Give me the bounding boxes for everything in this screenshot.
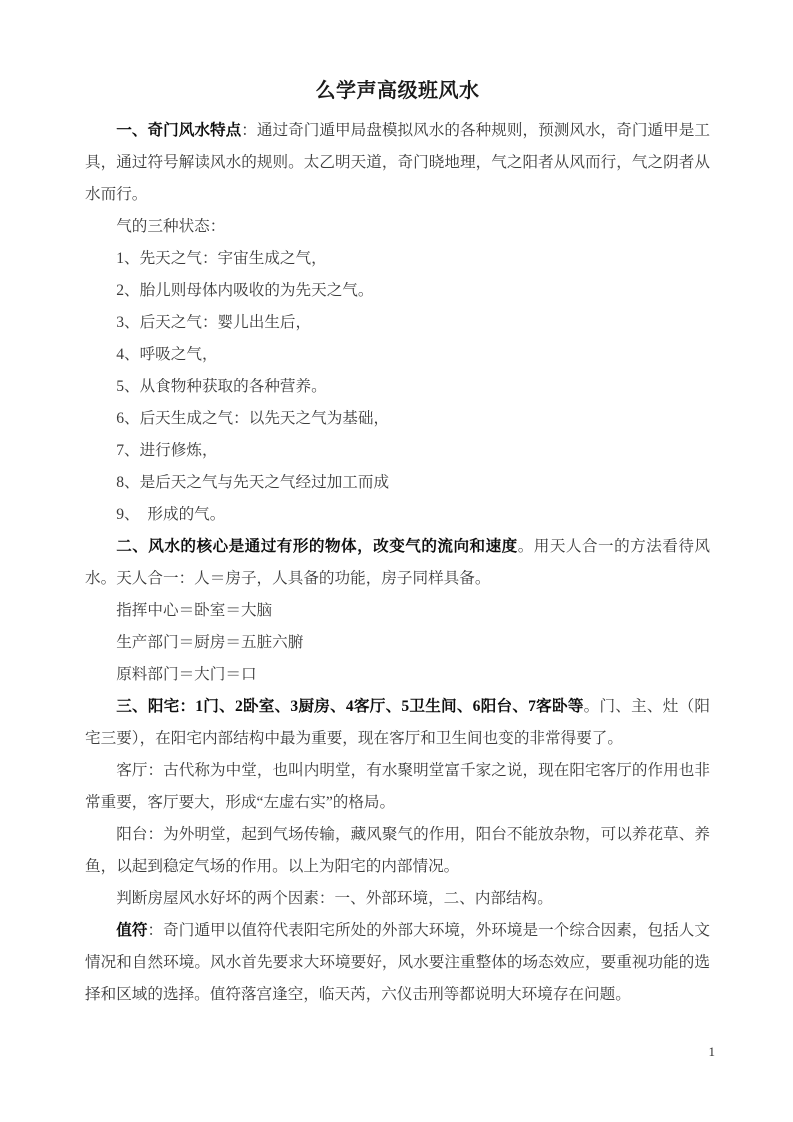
- section-two-heading: 二、风水的核心是通过有形的物体，改变气的流向和速度: [116, 538, 518, 555]
- living-room-paragraph: 客厅：古代称为中堂，也叫内明堂，有水聚明堂富千家之说，现在阳宅客厅的作用也非常重要，客厅要大，形成“左虚右实”的格局。: [85, 762, 710, 811]
- equation-line: 生产部门＝厨房＝五脏六腑: [116, 634, 304, 651]
- list-item: 8、是后天之气与先天之气经过加工而成: [116, 474, 390, 491]
- list-item: 2、胎儿则母体内吸收的为先天之气。: [116, 282, 374, 299]
- section-three-heading: 三、阳宅：1门、2卧室、3厨房、4客厅、5卫生间、6阳台、7客卧等: [116, 698, 584, 715]
- list-item: 9、 形成的气。: [116, 506, 226, 523]
- equation-line: 原料部门＝大门＝口: [116, 666, 257, 683]
- list-item: 7、进行修炼，: [116, 442, 218, 459]
- zhifu-text: ：奇门遁甲以值符代表阳宅所处的外部大环境，外环境是一个综合因素，包括人文情况和自然环境。风水首先要求大环境要好，风水要注重整体的场态效应，要重视功能的选择和区域的选择。值符落宫逢空，临天芮，六仪击刑等都说明大环境存在问题。: [85, 922, 710, 1003]
- section-one-paragraph: [85, 115, 710, 211]
- document-body: [85, 115, 710, 1011]
- page-number: 1: [708, 1044, 715, 1059]
- section-two-text: 。用天人合一的方法看待风水。天人合一：人＝房子，人具备的功能，房子同样具备。: [85, 538, 710, 587]
- balcony-paragraph: 阳台：为外明堂，起到气场传输，藏风聚气的作用，阳台不能放杂物，可以养花草、养鱼，以起到稳定气场的作用。以上为阳宅的内部情况。: [85, 826, 710, 875]
- qi-states-label: 气的三种状态：: [116, 218, 226, 235]
- list-item: 5、从食物种获取的各种营养。: [116, 378, 327, 395]
- section-two-paragraph: [85, 531, 710, 595]
- section-three-text: 。门、主、灶（阳宅三要），在阳宅内部结构中最为重要，现在客厅和卫生间也变的非常得要了。: [85, 698, 710, 747]
- equation-line: 指挥中心＝卧室＝大脑: [116, 602, 273, 619]
- zhifu-heading: 值符: [116, 922, 148, 939]
- section-one-text: ：通过奇门遁甲局盘模拟风水的各种规则，预测风水，奇门遁甲是工具，通过符号解读风水的规则。太乙明天道，奇门晓地理，气之阳者从风而行，气之阴者从水而行。: [85, 122, 710, 203]
- list-item: 1、先天之气：宇宙生成之气，: [116, 250, 327, 267]
- page-title: 么学声高级班风水: [315, 80, 480, 102]
- zhifu-paragraph: [85, 915, 710, 1011]
- list-item: 4、呼吸之气，: [116, 346, 218, 363]
- list-item: 6、后天生成之气：以先天之气为基础，: [116, 410, 390, 427]
- factors-paragraph: 判断房屋风水好坏的两个因素：一、外部环境，二、内部结构。: [116, 890, 553, 907]
- section-three-paragraph: [85, 691, 710, 755]
- list-item: 3、后天之气：婴儿出生后，: [116, 314, 312, 331]
- section-one-heading: 一、奇门风水特点: [116, 122, 242, 139]
